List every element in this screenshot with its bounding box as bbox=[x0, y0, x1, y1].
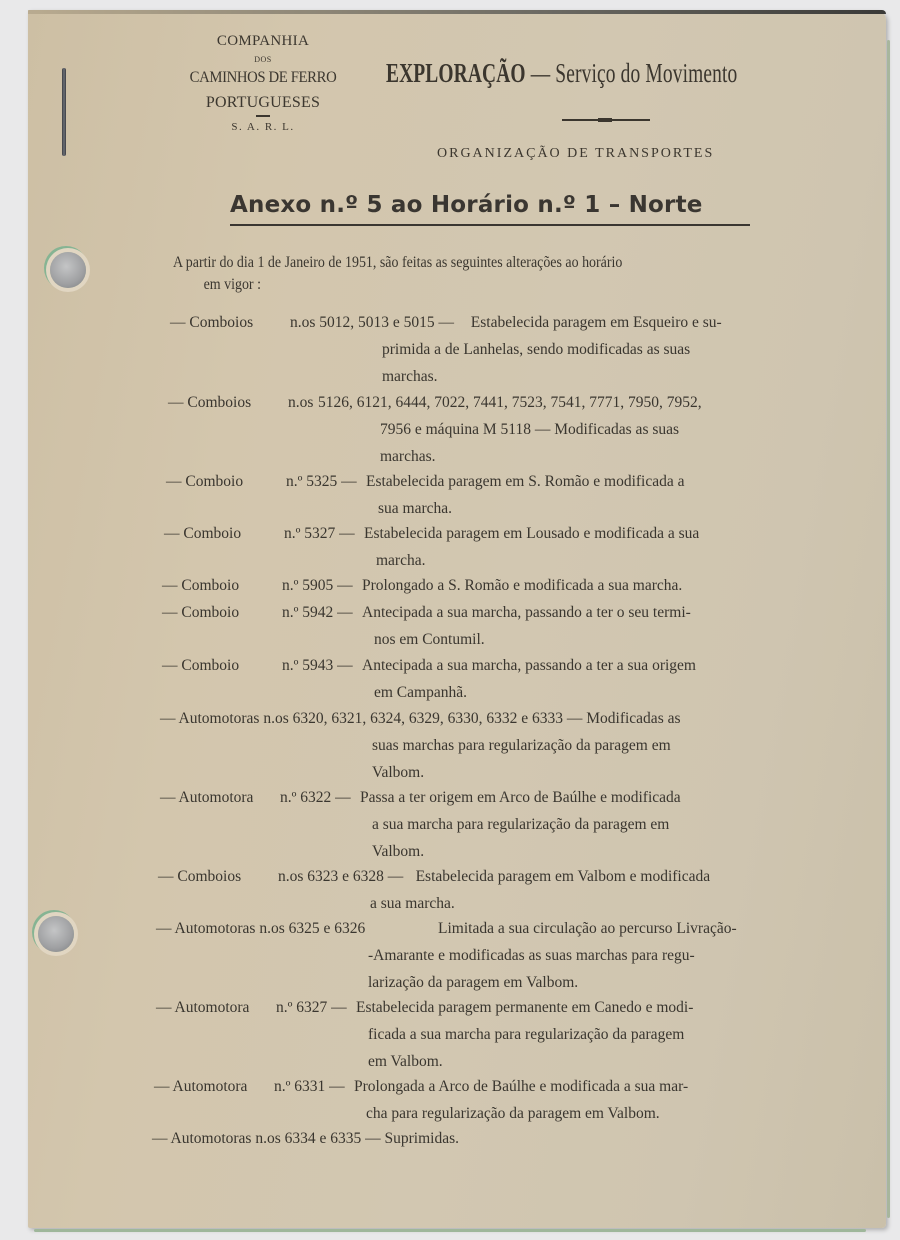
company-line-3: CAMINHOS DE FERRO bbox=[189, 69, 337, 86]
entry-type: — Comboios bbox=[170, 314, 254, 331]
entry-type: — Comboio bbox=[162, 604, 240, 621]
entry-description-line: Estabelecida paragem em Valbom e modificada bbox=[415, 868, 711, 885]
entry-type: — Comboio bbox=[162, 577, 240, 594]
entry-description-line: Estabelecida paragem permanente em Canedo e modi- bbox=[356, 999, 694, 1016]
entry-numbers: n.º 5325 — bbox=[286, 473, 357, 490]
entry-description-line: 7956 e máquina M 5118 — Modificadas as suas bbox=[380, 421, 680, 438]
entry-description-line: Estabelecida paragem em Esqueiro e su- bbox=[470, 314, 722, 331]
header-subtitle: ORGANIZAÇÃO DE TRANSPORTES bbox=[437, 146, 715, 161]
entry-numbers: n.os 5012, 5013 e 5015 — bbox=[290, 314, 455, 331]
punch-hole-icon bbox=[38, 916, 74, 952]
entry-numbers: n.º 6331 — bbox=[274, 1078, 345, 1095]
entry-description-line: em Campanhã. bbox=[374, 684, 467, 701]
entry-numbers: n.os 6323 e 6328 — bbox=[278, 868, 404, 885]
entry-type: — Automotora bbox=[156, 999, 250, 1016]
entry-description-line: a sua marcha para regularização da paragem em bbox=[372, 816, 670, 833]
entry-description-line: nos em Contumil. bbox=[374, 631, 485, 648]
entry-description-line: ficada a sua marcha para regularização da paragem bbox=[368, 1026, 685, 1043]
entry-numbers: n.º 6327 — bbox=[276, 999, 347, 1016]
entry-description-line: Prolongada a Arco de Baúlhe e modificada a sua mar- bbox=[354, 1078, 689, 1095]
entry-description-line: sua marcha. bbox=[378, 500, 453, 517]
entry-numbers: n.os bbox=[288, 394, 314, 411]
entry-description-line: suas marchas para regularização da paragem em bbox=[372, 737, 671, 754]
entry-numbers: n.º 5943 — bbox=[282, 657, 353, 674]
header-title-rest: — Serviço do Movimento bbox=[525, 58, 738, 88]
entry-description-line: -Amarante e modificadas as suas marchas para regu- bbox=[368, 947, 695, 964]
intro-paragraph bbox=[173, 252, 808, 296]
company-line-4: PORTUGUESES bbox=[205, 94, 321, 111]
entry-description-line: cha para regularização da paragem em Valbom. bbox=[366, 1105, 660, 1122]
company-line-2: DOS bbox=[254, 55, 272, 64]
entry-numbers: n.º 5942 — bbox=[282, 604, 353, 621]
entry-type: — Comboio bbox=[162, 657, 240, 674]
entry-description-line: Prolongado a S. Romão e modificada a sua marcha. bbox=[362, 577, 683, 594]
entry-description-line: Valbom. bbox=[372, 843, 425, 860]
entry-description-line: larização da paragem em Valbom. bbox=[368, 974, 579, 991]
entry-numbers: n.º 5905 — bbox=[282, 577, 353, 594]
header-title bbox=[386, 58, 737, 89]
company-divider bbox=[256, 115, 270, 117]
company-line-1: COMPANHIA bbox=[216, 33, 310, 49]
entry-numbers: n.º 5327 — bbox=[284, 525, 355, 542]
company-block bbox=[168, 34, 358, 133]
page-edge-right bbox=[887, 40, 890, 1218]
entry-description-line: marchas. bbox=[380, 448, 436, 465]
entry-type: — Automotora bbox=[160, 789, 254, 806]
header-title-bold: EXPLORAÇÃO bbox=[386, 58, 526, 88]
page-edge-bottom bbox=[34, 1229, 866, 1232]
company-line-5: S. A. R. L. bbox=[231, 121, 295, 133]
entry-numbers: n.º 6322 — bbox=[280, 789, 351, 806]
intro-line-1: A partir do dia 1 de Janeiro de 1951, são feitas as seguintes alterações ao horário bbox=[173, 254, 623, 271]
entry-description-line: Antecipada a sua marcha, passando a ter o seu termi- bbox=[362, 604, 691, 621]
intro-line-2: em vigor : bbox=[203, 276, 261, 293]
annex-title: Anexo n.º 5 ao Horário n.º 1 – Norte bbox=[230, 192, 750, 226]
entry-description-line: em Valbom. bbox=[368, 1053, 443, 1070]
entry-type: — Automotoras n.os 6334 e 6335 — Suprimidas. bbox=[152, 1130, 459, 1147]
entry-type: — Comboios bbox=[158, 868, 242, 885]
entry-description-line: Estabelecida paragem em Lousado e modificada a sua bbox=[364, 525, 700, 542]
entry-description-line: a sua marcha. bbox=[370, 895, 455, 912]
entry-description-line: primida a de Lanhelas, sendo modificadas as suas bbox=[382, 341, 691, 358]
entry-type: — Comboio bbox=[166, 473, 244, 490]
entry-type: — Comboios bbox=[168, 394, 252, 411]
entry-type: — Comboio bbox=[164, 525, 242, 542]
entry-description-line: Estabelecida paragem em S. Romão e modificada a bbox=[366, 473, 685, 490]
punch-hole-icon bbox=[50, 252, 86, 288]
entry-description-line: Limitada a sua circulação ao percurso Livração- bbox=[438, 920, 737, 937]
header-ornament-divider bbox=[562, 119, 650, 121]
entry-description-line: Valbom. bbox=[372, 764, 425, 781]
entry-type: — Automotora bbox=[154, 1078, 248, 1095]
entry-description-line: Passa a ter origem em Arco de Baúlhe e modificada bbox=[360, 789, 681, 806]
entry-description-line: marchas. bbox=[382, 368, 438, 385]
entry-description-line: Antecipada a sua marcha, passando a ter a sua origem bbox=[362, 657, 696, 674]
staple-icon bbox=[62, 68, 66, 156]
entry-description-line: 5126, 6121, 6444, 7022, 7441, 7523, 7541, 7771, 7950, 7952, bbox=[318, 394, 702, 411]
entry-type: — Automotoras n.os 6325 e 6326 bbox=[156, 920, 366, 937]
entry-description-line: marcha. bbox=[376, 552, 426, 569]
entry-type: — Automotoras n.os 6320, 6321, 6324, 6329, 6330, 6332 e 6333 — Modificadas as bbox=[160, 710, 681, 727]
